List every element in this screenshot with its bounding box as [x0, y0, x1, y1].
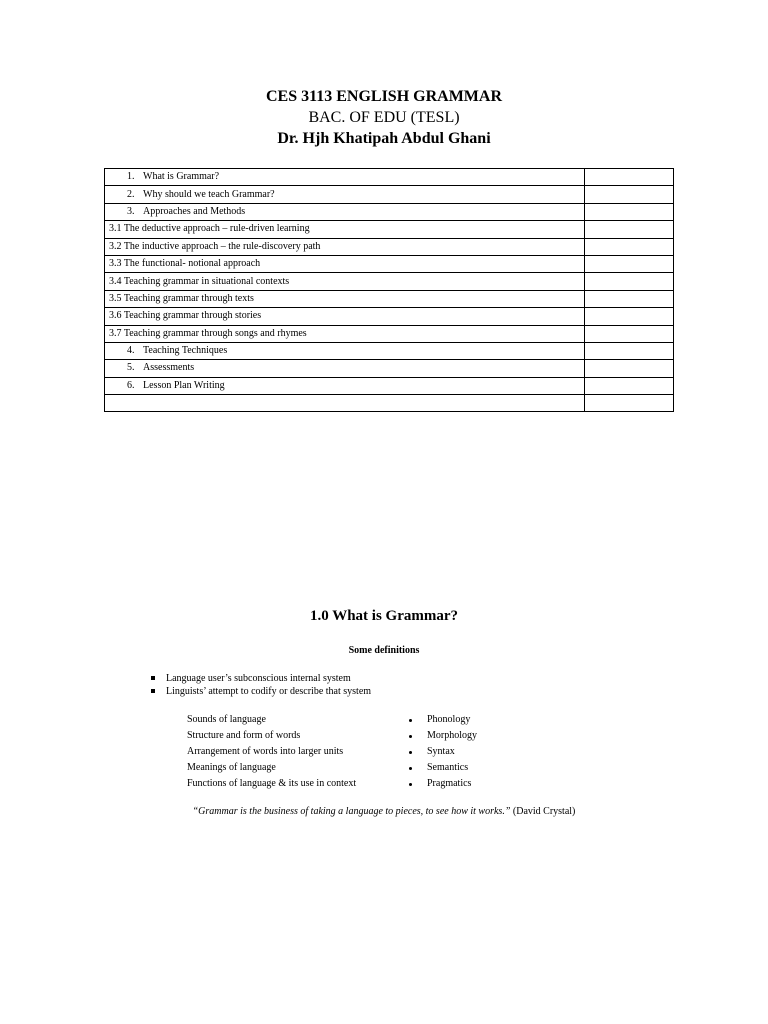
topic-text: 3.3 The functional- notional approach	[109, 258, 261, 270]
table-row	[105, 221, 674, 238]
list-item	[148, 685, 371, 698]
table-row	[105, 255, 674, 272]
quote-text: “Grammar is the business of taking a language to pieces, to see how it works.”	[192, 806, 511, 817]
topic-cell	[105, 342, 585, 359]
blank-cell	[585, 395, 674, 412]
terms-list	[187, 712, 517, 792]
blank-cell	[585, 360, 674, 377]
blank-cell	[585, 238, 674, 255]
topic-text: Approaches and Methods	[143, 205, 246, 217]
bullet-text: Language user’s subconscious internal system	[166, 673, 351, 684]
topic-text: Teaching Techniques	[143, 345, 228, 357]
program-title: BAC. OF EDU (TESL)	[308, 109, 460, 126]
term-name: Morphology	[427, 730, 477, 741]
contents-table	[104, 168, 674, 412]
topic-cell	[105, 290, 585, 307]
blank-cell	[585, 273, 674, 290]
term-description: Meanings of language	[187, 762, 276, 773]
topic-number: 3.	[127, 205, 135, 217]
dot-bullet-icon	[409, 751, 412, 754]
table-row	[105, 360, 674, 377]
topic-text: 3.2 The inductive approach – the rule-discovery path	[109, 240, 321, 252]
term-row	[187, 760, 517, 776]
term-name: Phonology	[427, 714, 471, 725]
crystal-quote	[0, 806, 768, 817]
table-row	[105, 342, 674, 359]
topic-text: What is Grammar?	[143, 171, 220, 183]
blank-cell	[585, 169, 674, 186]
topic-cell	[105, 238, 585, 255]
topic-cell	[105, 186, 585, 203]
table-row	[105, 238, 674, 255]
bullet-text: Linguists’ attempt to codify or describe that system	[166, 686, 372, 697]
topic-cell	[105, 273, 585, 290]
table-row	[105, 169, 674, 186]
dot-bullet-icon	[409, 735, 412, 738]
topic-text: 3.6 Teaching grammar through stories	[109, 310, 262, 322]
topic-text: Lesson Plan Writing	[143, 379, 225, 391]
topic-text: Why should we teach Grammar?	[143, 188, 275, 200]
term-row	[187, 776, 517, 792]
topic-number: 6.	[127, 379, 135, 391]
topic-cell	[105, 169, 585, 186]
topic-text: 3.1 The deductive approach – rule-driven learning	[109, 223, 310, 235]
blank-cell	[585, 325, 674, 342]
topic-cell	[105, 360, 585, 377]
section-subtitle: Some definitions	[348, 645, 420, 656]
term-name: Semantics	[427, 762, 469, 773]
blank-cell	[585, 290, 674, 307]
blank-cell	[585, 255, 674, 272]
course-title: CES 3113 ENGLISH GRAMMAR	[265, 88, 503, 105]
table-row	[105, 377, 674, 394]
term-name: Syntax	[427, 746, 455, 757]
topic-cell	[105, 395, 585, 412]
quote-author: (David Crystal)	[512, 806, 576, 817]
table-row	[105, 186, 674, 203]
topic-cell	[105, 203, 585, 220]
topic-cell	[105, 308, 585, 325]
document-header	[0, 86, 768, 149]
term-row	[187, 744, 517, 760]
square-bullet-icon	[151, 689, 155, 693]
list-item	[148, 672, 371, 685]
term-description: Functions of language & its use in context	[187, 778, 357, 789]
term-description: Sounds of language	[187, 714, 266, 725]
table-row	[105, 203, 674, 220]
topic-number: 1.	[127, 171, 135, 183]
blank-cell	[585, 203, 674, 220]
term-description: Structure and form of words	[187, 730, 301, 741]
topic-cell	[105, 221, 585, 238]
blank-cell	[585, 186, 674, 203]
lecturer-name: Dr. Hjh Khatipah Abdul Ghani	[277, 130, 491, 147]
blank-cell	[585, 342, 674, 359]
dot-bullet-icon	[409, 783, 412, 786]
topic-text: Assessments	[143, 362, 195, 374]
topic-number: 5.	[127, 362, 135, 374]
table-row	[105, 325, 674, 342]
table-row	[105, 308, 674, 325]
table-row	[105, 273, 674, 290]
term-description: Arrangement of words into larger units	[187, 746, 344, 757]
definition-bullets	[148, 672, 371, 698]
blank-cell	[585, 308, 674, 325]
table-row	[105, 290, 674, 307]
dot-bullet-icon	[409, 719, 412, 722]
term-row	[187, 712, 517, 728]
topic-number: 2.	[127, 188, 135, 200]
dot-bullet-icon	[409, 767, 412, 770]
blank-cell	[585, 221, 674, 238]
term-row	[187, 728, 517, 744]
topic-text: 3.4 Teaching grammar in situational contexts	[109, 275, 290, 287]
square-bullet-icon	[151, 676, 155, 680]
section-title: 1.0 What is Grammar?	[309, 608, 459, 624]
topic-cell	[105, 325, 585, 342]
topic-text: 3.5 Teaching grammar through texts	[109, 292, 254, 304]
blank-cell	[585, 377, 674, 394]
topic-cell	[105, 255, 585, 272]
term-name: Pragmatics	[427, 778, 472, 789]
topic-text: 3.7 Teaching grammar through songs and rhymes	[109, 327, 307, 339]
topic-cell	[105, 377, 585, 394]
table-row	[105, 395, 674, 412]
topic-number: 4.	[127, 345, 135, 357]
